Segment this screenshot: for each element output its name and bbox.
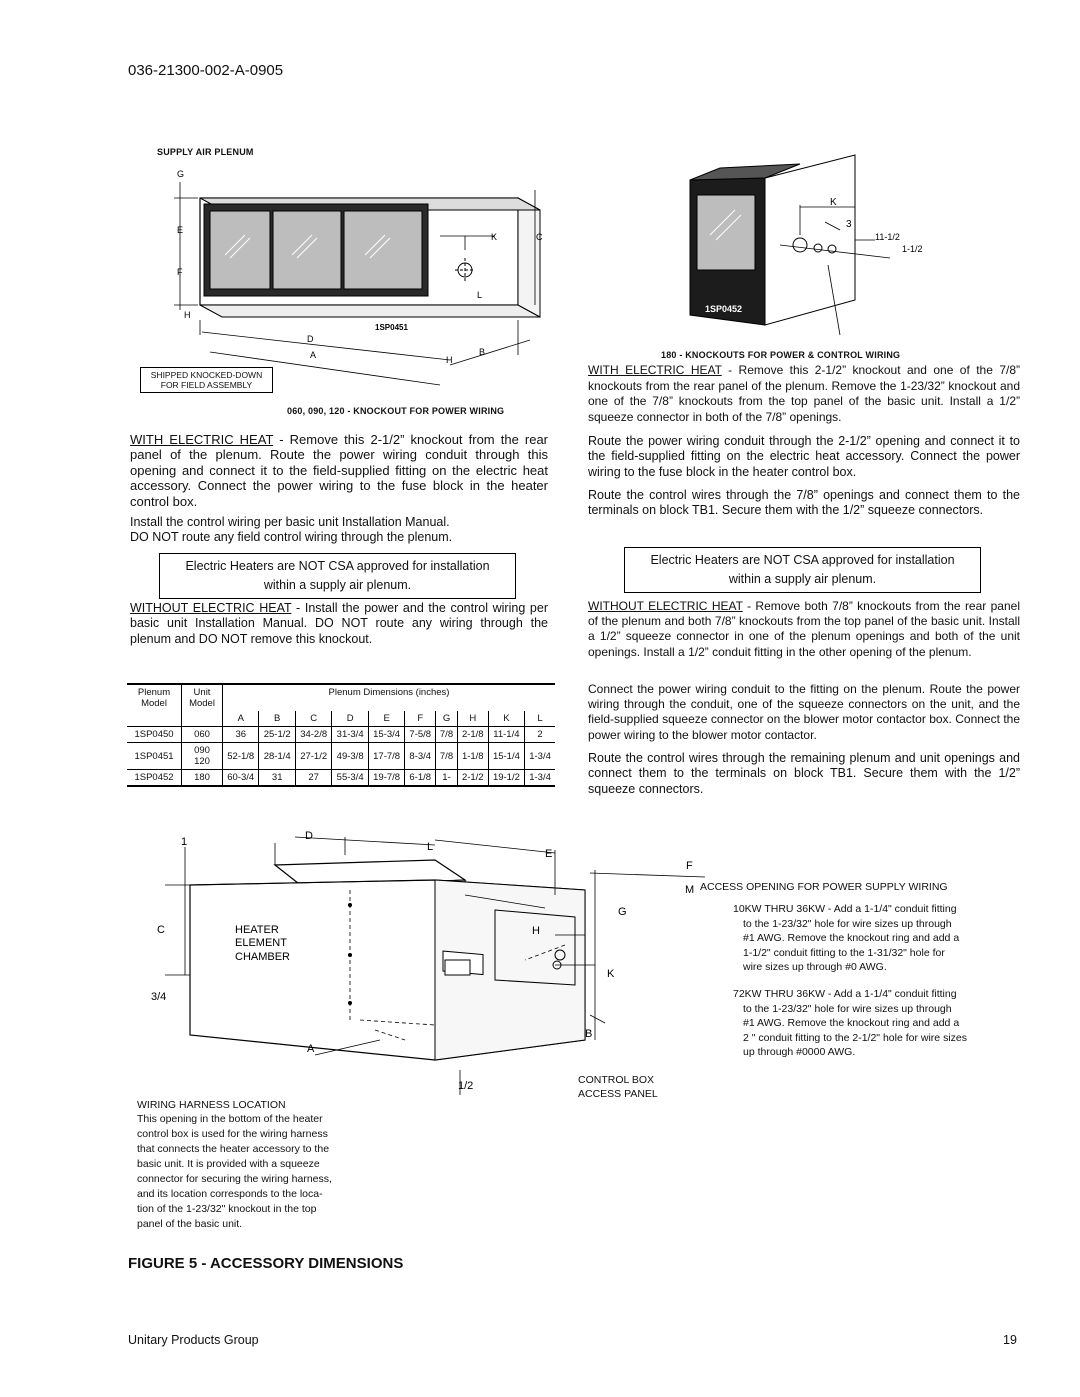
table-row: 1SP0451 090 120 52-1/8 28-1/4 27-1/2 49-3/8 17-7/8 8-3/4 7/8 1-1/8 15-1/4 1-3/4 (127, 743, 555, 770)
dim-letter-h: H (184, 310, 191, 320)
dim-letter-c-fig3: C (157, 924, 165, 936)
heater-chamber-drawing (145, 825, 725, 1100)
dim-letter-k-fig3: K (607, 968, 615, 980)
heater-label-1: HEATER (235, 924, 279, 936)
right-csa-note: Electric Heaters are NOT CSA approved for installation within a supply air plenum. (624, 547, 981, 593)
table-row: 1SP0450 060 36 25-1/2 34-2/8 31-3/4 15-3/4 7-5/8 7/8 2-1/8 11-1/4 2 (127, 727, 555, 743)
figure-caption-visible: FIGURE 5 - ACCESSORY DIMENSIONS (128, 1255, 404, 1272)
plenum-dimensions-table (127, 683, 555, 787)
column-letters-row: A B C D E F G H K L (127, 711, 555, 727)
access-opening-title: ACCESS OPENING FOR POWER SUPPLY WIRING (700, 881, 948, 893)
part-number-1sp0452: 1SP0452 (705, 304, 743, 314)
dim-11-1-2: 11-1/2 (875, 232, 900, 242)
plenum-header: Plenum Model (137, 687, 171, 709)
dim-letter-b: B (479, 347, 486, 357)
dim-letter-m-fig3: M (685, 884, 695, 896)
wiring-harness-title: WIRING HARNESS LOCATION (137, 1099, 286, 1111)
control-box-label: CONTROL BOX ACCESS PANEL (578, 1074, 658, 1100)
kw1-notes: 10KW THRU 36KW - Add a 1-1/4" conduit fitting to the 1-23/32" hole for wire sizes up through #1 AWG. Remove the knockout ring and add a 1-1/2" conduit fitting to the 1-31/32" hole for wire sizes up through #0 AWG. (733, 903, 960, 973)
left-without-heat-paragraph: WITHOUT ELECTRIC HEAT - Install the power and the control wiring per basic unit Installation Manual. DO NOT route any wiring through the plenum and DO NOT remove this knockout. (130, 601, 548, 646)
heater-label-3: CHAMBER (235, 951, 291, 963)
dim-letter-h-fig3: H (532, 925, 540, 937)
dim-letter-k: K (491, 232, 498, 242)
dim-letter-e-fig3: E (545, 848, 553, 860)
dim-1-1-2: 1-1/2 (902, 244, 923, 254)
dim-letter-f: F (177, 267, 183, 277)
right-power-route-paragraph: Route the power wiring conduit through the 2-1/2” opening and connect it to the field-supplied fitting on the electric heat accessory. Connect the power wiring to the fuse block in the heater control box. (588, 434, 1020, 479)
part-number-1sp0451: 1SP0451 (375, 323, 408, 332)
right-without-heat-paragraph: WITHOUT ELECTRIC HEAT - Remove both 7/8” knockouts from the rear panel of the plenum and both 7/8” knockouts from the top panel of the basic unit. Install a 1/2” squeeze connector in one of the plenum openings and both of the unit openings. Install a 1/2” conduit fitting in the other opening of the plenum. (588, 599, 1020, 659)
dim-letter-k-fig2: K (830, 197, 837, 208)
footer-company: Unitary Products Group (128, 1333, 259, 1347)
left-with-heat-paragraph: WITH ELECTRIC HEAT - Remove this 2-1/2” knockout from the rear panel of the plenum. Route the power wiring conduit through this opening and connect it to the field-supplied fitting on the electric heat accessory. Connect the power wiring to the fuse block in the heater control box. (130, 432, 548, 509)
right-with-heat-paragraph: WITH ELECTRIC HEAT - Remove this 2-1/2” knockout and one of the 7/8” knockouts from the rear panel of the plenum. Remove the 1-23/32” knockout and one of the 7/8” knockouts from the top panel of the basic unit. Install a 1/2” squeeze connector in both of the 7/8” openings. (588, 363, 1020, 424)
heater-label-2: ELEMENT (235, 937, 287, 949)
dim-1-2: 1/2 (458, 1080, 474, 1092)
dim-letter-3-fig2: 3 (846, 219, 852, 230)
dim-3-4: 3/4 (151, 991, 167, 1003)
right-control-route-paragraph: Route the control wires through the 7/8” openings and connect them to the terminals on block TB1. Secure them with the 1/2” squeeze connectors. (588, 488, 1020, 518)
dim-letter-f-fig3: F (686, 860, 693, 872)
dim-letter-l-fig3: L (427, 841, 434, 853)
fig1-caption: 060, 090, 120 - KNOCKOUT FOR POWER WIRING (287, 406, 505, 416)
supply-air-plenum-title: SUPPLY AIR PLENUM (157, 147, 254, 157)
dim-letter-c: C (536, 232, 543, 242)
dim-letter-a-fig3: A (307, 1043, 315, 1055)
supply-air-plenum-drawing (150, 160, 570, 400)
left-csa-note: Electric Heaters are NOT CSA approved for installation within a supply air plenum. (159, 553, 516, 599)
wiring-harness-text: This opening in the bottom of the heater control box is used for the wiring harness that connects the heater accessory to the basic unit. It is provided with a squeeze connector for securing the wiring harness, and its location corresponds to the loca- tion of the 1-23/32" knockout in the top panel of the basic unit. (137, 1113, 332, 1230)
dim-letter-h2: H (446, 355, 453, 365)
fig2-caption: 180 - KNOCKOUTS FOR POWER & CONTROL WIRING (661, 350, 901, 360)
dim-letter-1: 1 (181, 836, 188, 848)
shipped-knocked-down-note: SHIPPED KNOCKED-DOWN FOR FIELD ASSEMBLY (140, 367, 273, 393)
dim-letter-l: L (477, 290, 483, 300)
dim-letter-g-fig3: G (618, 906, 627, 918)
dim-letter-d-fig3: D (305, 830, 313, 842)
page-number: 19 (1003, 1333, 1017, 1347)
kw2-notes: 72KW THRU 36KW - Add a 1-1/4" conduit fitting to the 1-23/32" hole for wire sizes up through #1 AWG. Remove the knockout ring and add a 2 " conduit fitting to the 2-1/2" hole for wire sizes up through #0000 AWG. (733, 988, 967, 1058)
document-number: 036-21300-002-A-0905 (128, 62, 284, 79)
dim-letter-b-fig3: B (585, 1028, 593, 1040)
right-connect-power-paragraph: Connect the power wiring conduit to the fitting on the plenum. Route the power wiring through the conduit, one of the squeeze connectors on the unit, and the field-supplied squeeze connector on the blower motor contactor box. Connect the power wiring to the blower motor contactor. (588, 682, 1020, 742)
dim-letter-a: A (310, 350, 317, 360)
table-row: 1SP0452 180 60-3/4 31 27 55-3/4 19-7/8 6-1/8 1- 2-1/2 19-1/2 1-3/4 (127, 770, 555, 787)
right-control-remaining-paragraph: Route the control wires through the remaining plenum and unit openings and connect them to the terminals on block TB1. Secure them with the 1/2” squeeze connectors. (588, 751, 1020, 796)
left-control-wiring-paragraph: Install the control wiring per basic unit Installation Manual. DO NOT route any field control wiring through the plenum. (130, 515, 453, 545)
dim-letter-g: G (177, 169, 185, 179)
dim-letter-d: D (307, 334, 314, 344)
dim-letter-e: E (177, 225, 184, 235)
unit-header: Unit Model (182, 685, 223, 711)
dims-header: Plenum Dimensions (inches) (223, 685, 556, 711)
plenum-1sp0452-drawing (680, 150, 940, 340)
